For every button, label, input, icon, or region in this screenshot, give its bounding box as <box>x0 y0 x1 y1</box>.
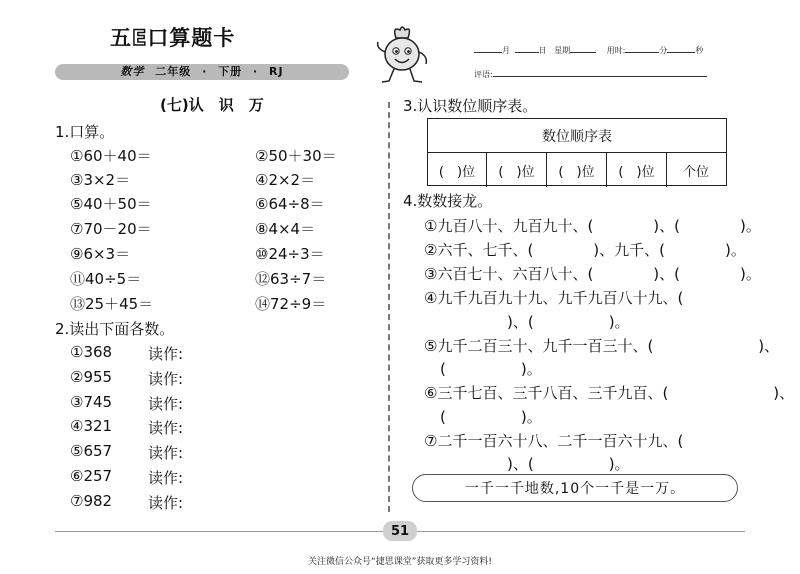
read-number-2: ②955 <box>70 368 113 386</box>
dot-sep-1: · <box>202 65 208 78</box>
sequence-line-1: ①九百八十、九百九十、( )、( )。 <box>424 217 761 235</box>
month-blank[interactable] <box>474 44 502 53</box>
page-number: 51 <box>383 521 417 541</box>
read-label-5: 读作: <box>148 444 184 462</box>
table-cell-4[interactable]: ( )位 <box>606 153 666 187</box>
read-label-4: 读作: <box>148 419 184 437</box>
review-line <box>474 68 707 80</box>
section3-title: 3.认识数位顺序表。 <box>403 97 538 115</box>
calc-item-1: ①60＋40＝ <box>70 147 152 165</box>
section2-title: 2.读出下面各数。 <box>55 320 175 338</box>
read-number-7: ⑦982 <box>70 492 113 510</box>
read-label-3: 读作: <box>148 395 184 413</box>
sequence-line-3: ③六百七十、六百八十、( )、( )。 <box>424 265 761 283</box>
date-time-line <box>474 44 703 56</box>
weekday-blank[interactable] <box>570 44 596 53</box>
read-number-5: ⑤657 <box>70 442 113 460</box>
read-label-1: 读作: <box>148 345 184 363</box>
brand-pre: 五 <box>110 26 132 50</box>
day-label: 日 <box>538 46 547 55</box>
summary-box: 一千一千地数,10个一千是一万。 <box>412 474 738 502</box>
read-number-6: ⑥257 <box>70 467 113 485</box>
second-label: 秒 <box>695 46 704 55</box>
table-cell-5: 个位 <box>666 153 725 187</box>
month-label: 月 <box>502 46 510 55</box>
read-number-3: ③745 <box>70 393 113 411</box>
day-blank[interactable] <box>515 44 539 53</box>
calc-item-3: ③3×2＝ <box>70 171 131 189</box>
table-cell-1[interactable]: ( )位 <box>438 164 476 180</box>
read-label-6: 读作: <box>148 469 184 487</box>
read-number-1: ①368 <box>70 343 113 361</box>
time-used-label: 用时: <box>606 46 626 55</box>
review-label: 评语: <box>474 70 493 79</box>
mascot-icon <box>372 24 432 88</box>
section4-title: 4.数数接龙。 <box>403 192 493 210</box>
subject-bar <box>55 64 349 80</box>
brand-e-letter: E <box>132 26 148 50</box>
calc-item-5: ⑤40＋50＝ <box>70 195 152 213</box>
sequence-line-6a: ⑥三千七百、三千八百、三千九百、( )、 <box>424 384 795 402</box>
column-divider <box>388 102 390 512</box>
read-label-2: 读作: <box>148 370 184 388</box>
sequence-line-5a: ⑤九千二百三十、九千一百三十、( )、 <box>424 337 780 355</box>
review-blank[interactable] <box>493 68 707 77</box>
edition-label: RJ <box>269 65 284 78</box>
grade-label: 二年级 <box>155 65 192 78</box>
sequence-line-6b: ( )。 <box>440 408 542 426</box>
table-cell-2[interactable]: ( )位 <box>486 153 546 187</box>
footer-note: 关注微信公众号“捷思课堂”获取更多学习资料! <box>308 557 492 567</box>
calc-item-9: ⑨6×3＝ <box>70 245 131 263</box>
table-title: 数位顺序表 <box>428 119 726 153</box>
section1-title: 1.口算。 <box>55 123 115 141</box>
table-cell-3[interactable]: ( )位 <box>546 153 606 187</box>
calc-item-12: ⑫63÷7＝ <box>255 270 327 288</box>
volume-label: 下册 <box>218 65 243 78</box>
sequence-line-7b: )、( )。 <box>462 455 630 473</box>
minute-label: 分 <box>659 46 668 55</box>
calc-item-6: ⑥64÷8＝ <box>255 195 325 213</box>
lesson-title: (七)认 识 万 <box>160 96 264 114</box>
place-value-table <box>427 118 727 186</box>
calc-item-13: ⑬25＋45＝ <box>70 295 154 313</box>
sequence-line-7a: ⑦二千一百六十八、二千一百六十九、( <box>424 432 684 450</box>
read-label-7: 读作: <box>148 494 184 512</box>
dot-sep-2: · <box>252 65 259 78</box>
calc-item-7: ⑦70－20＝ <box>70 220 152 238</box>
calc-item-10: ⑩24÷3＝ <box>255 245 325 263</box>
calc-item-4: ④2×2＝ <box>255 171 316 189</box>
calc-item-8: ⑧4×4＝ <box>255 220 316 238</box>
sequence-line-2: ②六千、七千、( )、九千、( )。 <box>424 241 746 259</box>
sequence-line-4b: )、( )。 <box>462 313 630 331</box>
sequence-line-4a: ④九千九百九十九、九千九百八十九、( <box>424 289 684 307</box>
brand-title <box>110 22 235 52</box>
brand-post: 口算题卡 <box>147 26 236 50</box>
second-blank[interactable] <box>667 44 695 53</box>
calc-item-11: ⑪40÷5＝ <box>70 270 142 288</box>
sequence-line-5b: ( )。 <box>440 360 542 378</box>
read-number-4: ④321 <box>70 417 113 435</box>
subject-label: 数学 <box>120 65 145 78</box>
minute-blank[interactable] <box>625 44 659 53</box>
calc-item-2: ②50＋30＝ <box>255 147 337 165</box>
weekday-label: 星期 <box>554 46 571 55</box>
calc-item-14: ⑭72÷9＝ <box>255 295 327 313</box>
